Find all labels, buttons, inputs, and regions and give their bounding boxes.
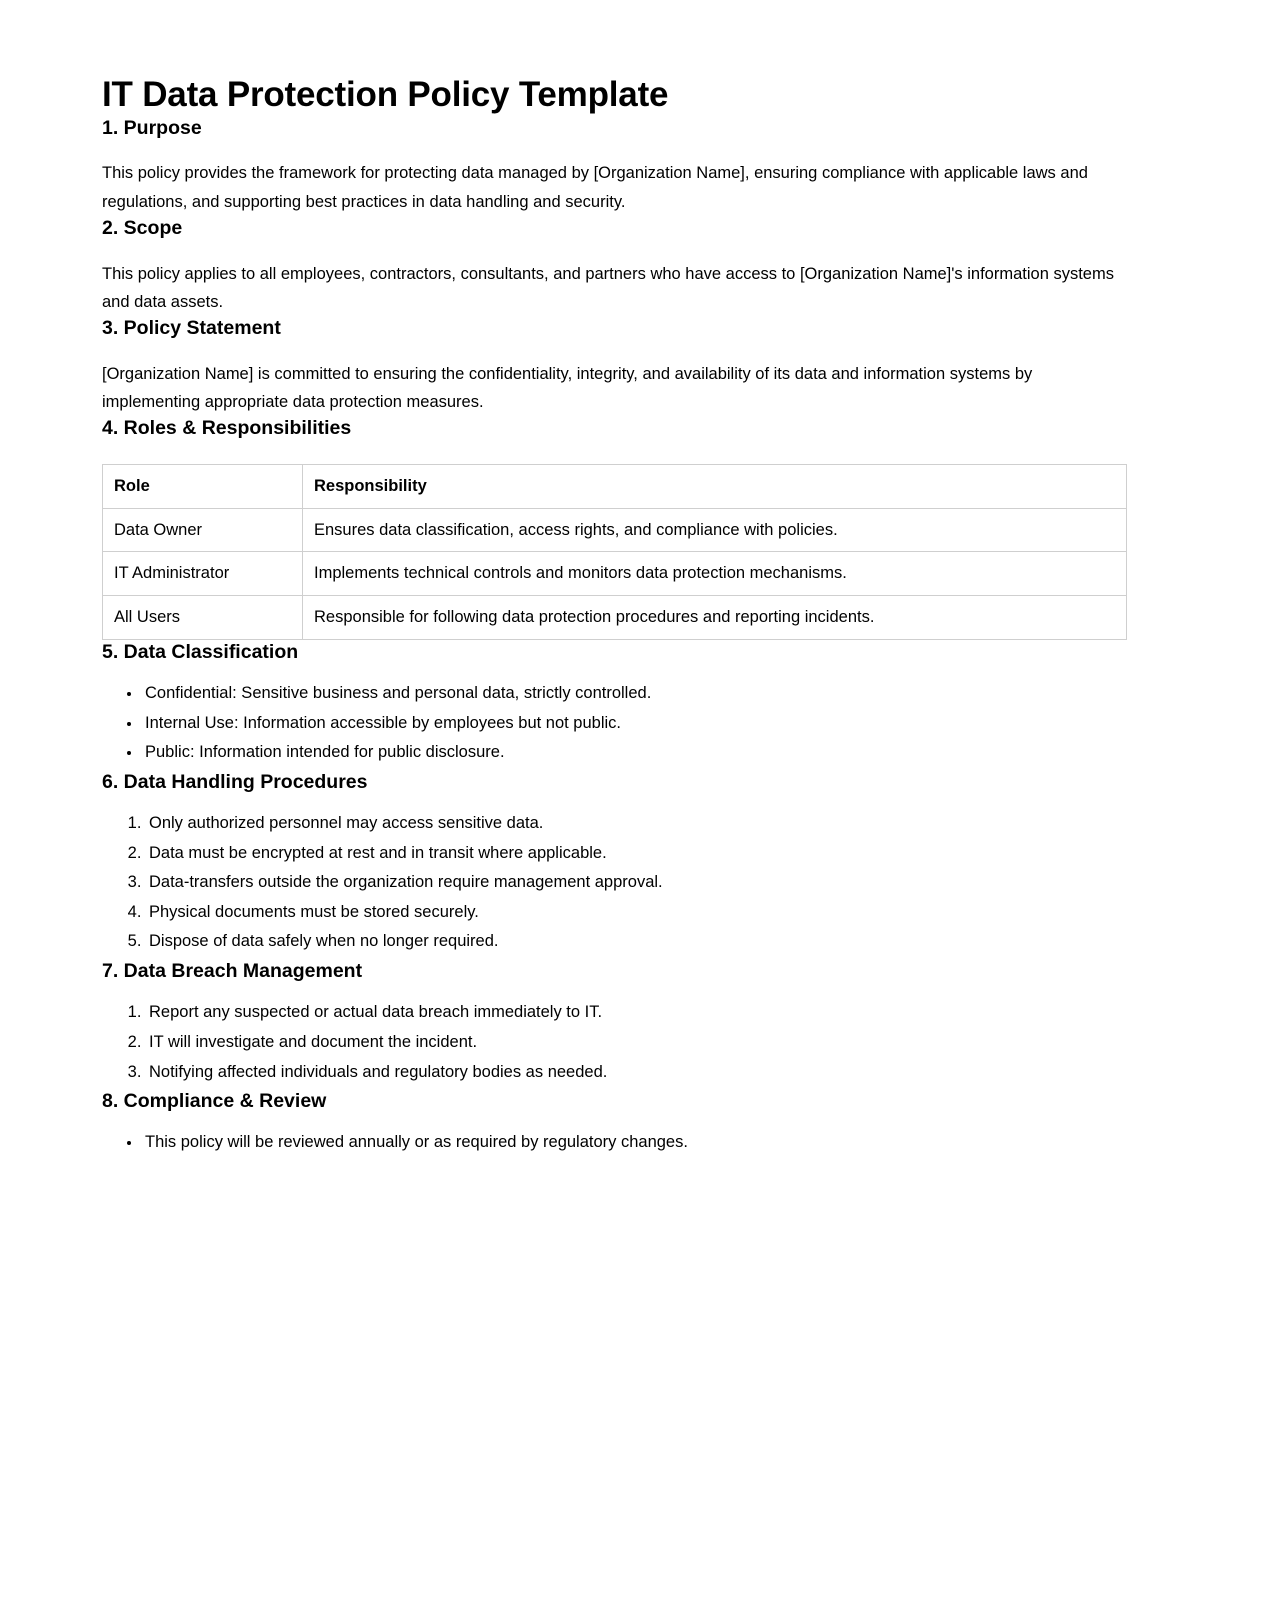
section-heading-data-breach-management: 7. Data Breach Management <box>102 960 363 982</box>
list-item: • This policy will be reviewed annually or as required by regulatory changes. <box>142 1130 1126 1156</box>
section-heading-data-classification: 5. Data Classification <box>102 640 299 663</box>
list-item: 2. IT will investigate and document the incident. <box>146 1030 1126 1056</box>
list-item: • Public: Information intended for public disclosure. <box>142 740 1126 766</box>
list-item: 4. Physical documents must be stored securely. <box>146 900 1126 926</box>
section-heading-policy-statement: 3. Policy Statement <box>102 317 281 340</box>
cell-role: IT Administrator <box>103 552 303 596</box>
page-title: IT Data Protection Policy Template <box>102 75 669 114</box>
table-header-row <box>103 464 1127 508</box>
cell-responsibility: Ensures data classification, access rights, and compliance with policies. <box>303 508 1127 552</box>
list-item: 1. Only authorized personnel may access sensitive data. <box>146 811 1126 837</box>
section-heading-compliance-review: 8. Compliance & Review <box>102 1090 327 1113</box>
list-item: 5. Dispose of data safely when no longer required. <box>146 929 1126 955</box>
data-handling-procedures-list <box>102 794 1126 955</box>
section-paragraph-purpose: This policy provides the framework for protecting data managed by [Organization Name], ensuring compliance with applicable laws and regulations, and supporting best practices in data handling and security. <box>102 164 1088 211</box>
data-classification-list <box>102 664 1126 766</box>
cell-responsibility: Responsible for following data protection procedures and reporting incidents. <box>303 596 1127 640</box>
column-header-role: Role <box>103 464 303 508</box>
section-paragraph-scope: This policy applies to all employees, contractors, consultants, and partners who have access to [Organization Name]'s information systems and data assets. <box>102 264 1114 311</box>
column-header-responsibility: Responsibility <box>303 464 1127 508</box>
section-heading-purpose: 1. Purpose <box>102 117 202 139</box>
cell-responsibility: Implements technical controls and monitors data protection mechanisms. <box>303 552 1127 596</box>
list-item: • Confidential: Sensitive business and personal data, strictly controlled. <box>142 681 1126 707</box>
list-item: 3. Notifying affected individuals and regulatory bodies as needed. <box>146 1060 1126 1086</box>
section-heading-scope: 2. Scope <box>102 217 183 240</box>
section-heading-data-handling-procedures: 6. Data Handling Procedures <box>102 770 368 793</box>
roles-responsibilities-table <box>102 464 1127 640</box>
cell-role: All Users <box>103 596 303 640</box>
list-item: 1. Report any suspected or actual data breach immediately to IT. <box>146 1000 1126 1026</box>
section-paragraph-policy-statement: [Organization Name] is committed to ensuring the confidentiality, integrity, and availability of its data and information systems by implementing appropriate data protection measures. <box>102 364 1033 411</box>
table-row <box>103 596 1127 640</box>
compliance-review-list <box>102 1113 1126 1156</box>
cell-role: Data Owner <box>103 508 303 552</box>
list-item: 3. Data-transfers outside the organization require management approval. <box>146 870 1126 896</box>
list-item: • Internal Use: Information accessible by employees but not public. <box>142 711 1126 737</box>
document-body <box>102 0 1126 1160</box>
list-item: 2. Data must be encrypted at rest and in transit where applicable. <box>146 841 1126 867</box>
table-row <box>103 508 1127 552</box>
section-heading-roles-responsibilities: 4. Roles & Responsibilities <box>102 417 352 440</box>
table-row <box>103 552 1127 596</box>
data-breach-management-list <box>102 983 1126 1085</box>
